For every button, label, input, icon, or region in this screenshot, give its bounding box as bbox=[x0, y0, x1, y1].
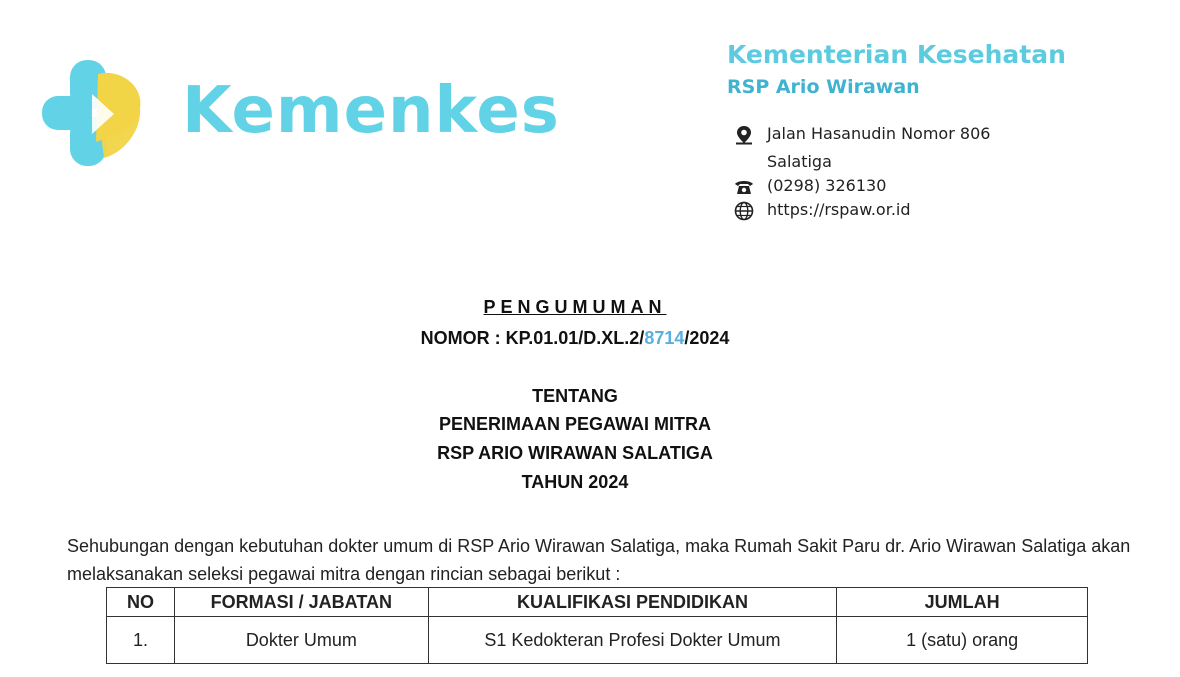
cell-no: 1. bbox=[107, 617, 175, 664]
unit-name: RSP Ario Wirawan bbox=[727, 76, 920, 98]
header-qualification: KUALIFIKASI PENDIDIKAN bbox=[428, 588, 837, 617]
cell-quantity: 1 (satu) orang bbox=[837, 617, 1088, 664]
phone-number: (0298) 326130 bbox=[767, 176, 887, 195]
address-line1: Jalan Hasanudin Nomor 806 bbox=[767, 124, 991, 143]
cell-qualification: S1 Kedokteran Profesi Dokter Umum bbox=[428, 617, 837, 664]
address-line2: Salatiga bbox=[767, 152, 832, 171]
kemenkes-logo-icon bbox=[40, 58, 150, 168]
globe-icon bbox=[734, 201, 754, 221]
about-heading: TENTANG bbox=[532, 386, 618, 406]
announcement-number bbox=[0, 328, 1150, 349]
ministry-name: Kementerian Kesehatan bbox=[727, 40, 1066, 69]
number-prefix: NOMOR : KP.01.01/D.XL.2/ bbox=[420, 328, 645, 348]
cell-formation: Dokter Umum bbox=[174, 617, 428, 664]
header-formation: FORMASI / JABATAN bbox=[174, 588, 428, 617]
announcement-title: PENGUMUMAN bbox=[483, 297, 667, 317]
number-suffix: /2024 bbox=[684, 328, 730, 348]
header-quantity: JUMLAH bbox=[837, 588, 1088, 617]
number-highlight: 8714 bbox=[644, 328, 685, 348]
telephone-icon bbox=[734, 177, 754, 197]
subject-line-2: RSP ARIO WIRAWAN SALATIGA bbox=[437, 443, 713, 463]
intro-paragraph: Sehubungan dengan kebutuhan dokter umum di RSP Ario Wirawan Salatiga, maka Rumah Sakit Paru dr. Ario Wirawan Salatiga akan melaksanakan seleksi pegawai mitra dengan rincian sebagai berikut : bbox=[67, 536, 1131, 584]
table-row bbox=[107, 617, 1088, 664]
table-header-row bbox=[107, 588, 1088, 617]
vacancy-table bbox=[106, 587, 1088, 664]
subject-line-1: PENERIMAAN PEGAWAI MITRA bbox=[438, 414, 711, 434]
kemenkes-wordmark: Kemenkes bbox=[182, 74, 560, 148]
location-pin-icon bbox=[734, 125, 754, 145]
website-url: https://rspaw.or.id bbox=[767, 200, 911, 219]
year-line: TAHUN 2024 bbox=[521, 472, 629, 492]
header-no: NO bbox=[107, 588, 175, 617]
